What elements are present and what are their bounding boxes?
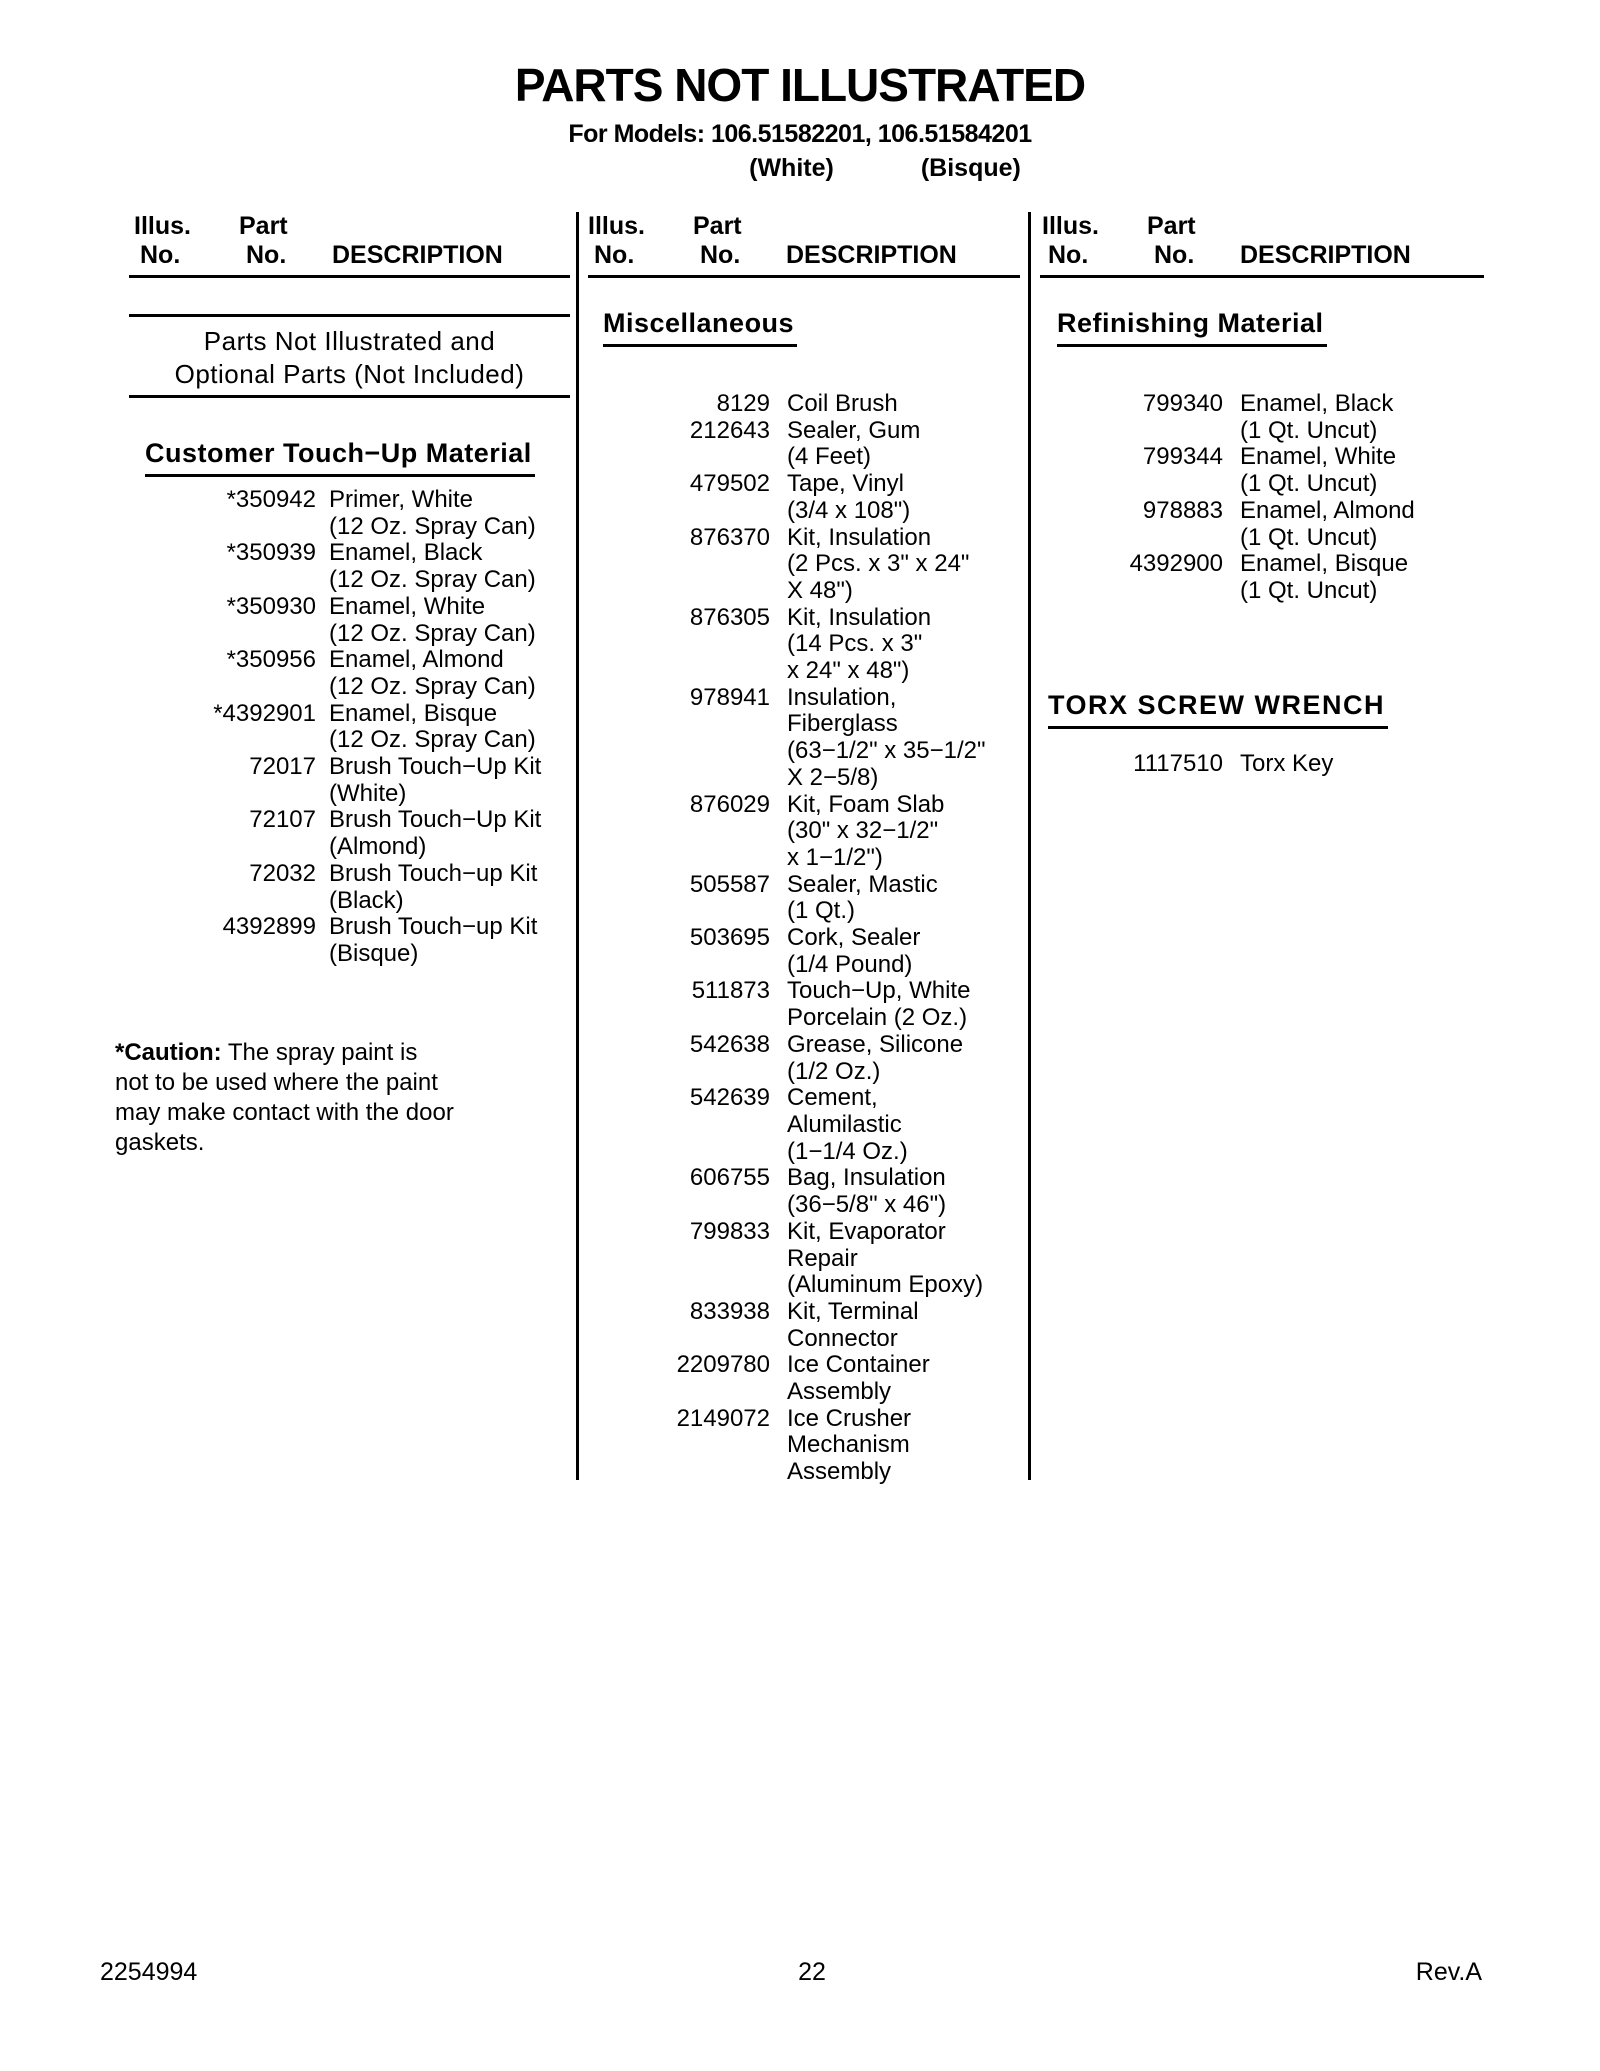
part-description	[787, 978, 1020, 1031]
part-number: 876370	[689, 523, 770, 551]
part-row	[588, 792, 1020, 872]
part-description-line: Ice Crusher	[787, 1404, 912, 1432]
part-description-line: Enamel, Almond	[1240, 496, 1415, 524]
section-heading-torx-screw-wrench: TORX SCREW WRENCH	[1048, 690, 1388, 729]
header-part-no: No.	[700, 241, 741, 269]
parts-list	[100, 487, 570, 968]
models-subtitle: For Models: 106.51582201, 106.51584201	[568, 120, 1032, 148]
header-description: DESCRIPTION	[786, 241, 957, 269]
part-description-line: (12 Oz. Spray Can)	[329, 566, 536, 594]
part-description-line: Assembly	[787, 1378, 892, 1406]
part-description	[1240, 444, 1484, 497]
part-description-line: Kit, Evaporator	[787, 1217, 946, 1245]
part-description-line: Porcelain (2 Oz.)	[787, 1004, 968, 1032]
part-row	[588, 1299, 1020, 1352]
part-description	[329, 754, 570, 807]
page-title: PARTS NOT ILLUSTRATED	[514, 59, 1086, 111]
column-divider	[576, 212, 579, 1480]
part-number: 1117510	[1133, 749, 1223, 777]
part-description-line: Brush Touch−Up Kit	[329, 806, 542, 834]
part-description	[1240, 751, 1484, 778]
part-row	[100, 594, 570, 647]
part-number: 479502	[689, 470, 770, 498]
part-description-line: Brush Touch−up Kit	[329, 859, 538, 887]
part-description-line: Kit, Insulation	[787, 603, 932, 631]
part-description-line: x 1−1/2")	[787, 843, 883, 871]
part-description	[787, 685, 1020, 792]
part-description-line: Enamel, Black	[329, 539, 483, 567]
part-description	[329, 914, 570, 967]
part-number: 72032	[249, 859, 316, 887]
part-description	[329, 647, 570, 700]
part-row	[100, 807, 570, 860]
part-description-line: x 24" x 48")	[787, 657, 910, 685]
header-illus-no: No.	[1048, 241, 1089, 269]
part-row	[100, 701, 570, 754]
section-heading-miscellaneous: Miscellaneous	[603, 308, 797, 347]
part-description	[329, 540, 570, 593]
part-row	[100, 540, 570, 593]
part-number: 833938	[689, 1297, 770, 1325]
part-description-line: Torx Key	[1240, 749, 1334, 777]
banner-line: Optional Parts (Not Included)	[174, 359, 525, 389]
header-part: Part	[1147, 212, 1196, 240]
part-description-line: Connector	[787, 1324, 898, 1352]
part-description-line: (White)	[329, 779, 407, 807]
part-description	[787, 1352, 1020, 1405]
part-description-line: Enamel, Bisque	[329, 699, 498, 727]
table-header	[588, 212, 1020, 278]
header-description: DESCRIPTION	[1240, 241, 1411, 269]
part-description-line: Ice Container	[787, 1351, 930, 1379]
part-description-line: (2 Pcs. x 3" x 24"	[787, 550, 970, 578]
part-row	[1040, 391, 1484, 444]
part-row	[588, 418, 1020, 471]
part-description	[787, 391, 1020, 418]
part-row	[100, 754, 570, 807]
part-row	[588, 685, 1020, 792]
header-illus: Illus.	[588, 212, 645, 240]
part-number: 2149072	[676, 1404, 770, 1432]
part-description-line: (1 Qt. Uncut)	[1240, 416, 1378, 444]
parts-list	[588, 391, 1020, 1486]
part-description-line: (1 Qt.)	[787, 897, 856, 925]
column-divider	[1028, 212, 1031, 1480]
part-description-line: Tape, Vinyl	[787, 470, 904, 498]
color-labels	[85, 154, 1600, 183]
column-touch-up	[100, 212, 570, 1158]
part-description-line: Cement,	[787, 1084, 878, 1112]
part-number: 799344	[1142, 443, 1223, 471]
part-row	[588, 872, 1020, 925]
part-description	[787, 872, 1020, 925]
part-number: 542639	[689, 1084, 770, 1112]
caution-line: not to be used where the paint	[115, 1068, 438, 1096]
footer	[0, 1958, 1600, 1990]
header-part: Part	[239, 212, 288, 240]
part-description-line: (Black)	[329, 886, 404, 914]
part-number: 505587	[689, 870, 770, 898]
part-number: 978941	[689, 683, 770, 711]
part-description-line: (1/4 Pound)	[787, 950, 913, 978]
part-description	[787, 1165, 1020, 1218]
part-row	[588, 1406, 1020, 1486]
part-row	[588, 1085, 1020, 1165]
part-row	[588, 1032, 1020, 1085]
caution-line: gaskets.	[115, 1128, 205, 1156]
part-number: 978883	[1142, 496, 1223, 524]
part-description-line: Cork, Sealer	[787, 924, 921, 952]
part-row	[588, 925, 1020, 978]
part-description-line: Repair	[787, 1244, 858, 1272]
part-description-line: Grease, Silicone	[787, 1030, 964, 1058]
part-description	[787, 1085, 1020, 1165]
part-number: *350956	[226, 646, 316, 674]
section-heading-customer-touch-up: Customer Touch−Up Material	[145, 438, 535, 477]
part-number: 542638	[689, 1030, 770, 1058]
part-description	[329, 807, 570, 860]
part-description-line: Assembly	[787, 1458, 892, 1486]
part-description-line: (4 Feet)	[787, 443, 872, 471]
part-description	[787, 1219, 1020, 1299]
part-description-line: Primer, White	[329, 486, 474, 513]
part-number: 503695	[689, 924, 770, 952]
part-description-line: (1 Qt. Uncut)	[1240, 523, 1378, 551]
part-description-line: Sealer, Mastic	[787, 870, 938, 898]
header-illus-no: No.	[140, 241, 181, 269]
section-heading-refinishing: Refinishing Material	[1057, 308, 1327, 347]
part-description-line: Touch−Up, White	[787, 977, 971, 1005]
part-description-line: Brush Touch−Up Kit	[329, 753, 542, 781]
part-description-line: Kit, Insulation	[787, 523, 932, 551]
part-description-line: Alumilastic	[787, 1110, 902, 1138]
part-number: 72107	[249, 806, 316, 834]
part-row	[588, 391, 1020, 418]
part-description-line: (3/4 x 108")	[787, 496, 911, 524]
table-header	[1040, 212, 1484, 278]
part-row	[1040, 498, 1484, 551]
part-description-line: (30" x 32−1/2"	[787, 817, 939, 845]
part-row	[100, 914, 570, 967]
part-row	[588, 605, 1020, 685]
part-description-line: (12 Oz. Spray Can)	[329, 726, 536, 754]
part-number: 511873	[691, 977, 770, 1005]
part-row	[100, 861, 570, 914]
color-label-white: (White)	[749, 154, 834, 182]
part-row	[588, 1165, 1020, 1218]
part-description-line: X 48")	[787, 576, 853, 604]
part-number: *350939	[226, 539, 316, 567]
column-miscellaneous	[588, 212, 1020, 1486]
part-number: 2209780	[676, 1351, 770, 1379]
part-description-line: Enamel, White	[1240, 443, 1397, 471]
part-number: 8129	[716, 390, 770, 417]
part-description-line: (12 Oz. Spray Can)	[329, 619, 536, 647]
part-number: 799833	[689, 1217, 770, 1245]
part-description	[1240, 391, 1484, 444]
part-number: 72017	[249, 753, 316, 781]
header-part: Part	[693, 212, 742, 240]
part-description	[329, 487, 570, 540]
part-description	[329, 701, 570, 754]
part-description	[1240, 498, 1484, 551]
column-refinishing	[1040, 212, 1484, 777]
part-row	[1040, 444, 1484, 497]
part-row	[100, 487, 570, 540]
header-description: DESCRIPTION	[332, 241, 503, 269]
footer-revision: Rev.A	[1415, 1958, 1482, 1986]
caution-line: may make contact with the door	[115, 1098, 454, 1126]
banner-line: Parts Not Illustrated and	[203, 326, 496, 356]
part-number: 876029	[689, 790, 770, 818]
part-description	[787, 525, 1020, 605]
part-number: 212643	[689, 416, 770, 444]
part-description-line: (12 Oz. Spray Can)	[329, 672, 536, 700]
part-description-line: Insulation,	[787, 683, 897, 711]
parts-list	[1040, 391, 1484, 605]
part-row	[588, 525, 1020, 605]
part-description-line: Enamel, Black	[1240, 390, 1394, 417]
part-description-line: (1/2 Oz.)	[787, 1057, 881, 1085]
part-description	[787, 925, 1020, 978]
part-description	[787, 605, 1020, 685]
header-part-no: No.	[246, 241, 287, 269]
caution-note	[115, 1038, 570, 1158]
part-number: 876305	[689, 603, 770, 631]
part-description-line: (Bisque)	[329, 939, 419, 967]
part-number: 799340	[1142, 390, 1223, 417]
part-description-line: Mechanism	[787, 1431, 910, 1459]
part-description	[787, 418, 1020, 471]
part-number: 4392900	[1129, 550, 1223, 578]
header-part-no: No.	[1154, 241, 1195, 269]
part-description	[787, 1299, 1020, 1352]
part-description-line: (12 Oz. Spray Can)	[329, 512, 536, 540]
part-description-line: (Almond)	[329, 833, 427, 861]
part-description-line: Sealer, Gum	[787, 416, 921, 444]
header-illus-no: No.	[594, 241, 635, 269]
part-row	[588, 978, 1020, 1031]
part-description-line: (1−1/4 Oz.)	[787, 1137, 908, 1165]
footer-doc-number: 2254994	[100, 1958, 198, 1986]
part-description-line: (1 Qt. Uncut)	[1240, 576, 1378, 604]
part-description-line: Enamel, Almond	[329, 646, 504, 674]
part-description	[787, 792, 1020, 872]
part-description-line: (14 Pcs. x 3"	[787, 630, 923, 658]
color-label-bisque: (Bisque)	[920, 154, 1021, 182]
part-number: *350942	[226, 486, 316, 513]
part-description-line: Kit, Terminal	[787, 1297, 919, 1325]
part-description-line: Brush Touch−up Kit	[329, 913, 538, 941]
caution-label: *Caution:	[115, 1038, 222, 1066]
part-description	[787, 1406, 1020, 1486]
banner-note	[129, 314, 570, 398]
part-row	[1040, 751, 1484, 778]
header-illus: Illus.	[134, 212, 191, 240]
part-description-line: (63−1/2" x 35−1/2"	[787, 737, 986, 765]
part-description	[329, 861, 570, 914]
part-description-line: Kit, Foam Slab	[787, 790, 945, 818]
part-number: 4392899	[222, 913, 316, 941]
part-description-line: (1 Qt. Uncut)	[1240, 470, 1378, 498]
part-row	[1040, 551, 1484, 604]
part-description-line: Coil Brush	[787, 390, 898, 417]
part-number: 606755	[689, 1164, 770, 1192]
part-description-line: (36−5/8" x 46")	[787, 1191, 947, 1219]
part-number: *350930	[226, 592, 316, 620]
part-description	[1240, 551, 1484, 604]
part-row	[588, 1219, 1020, 1299]
part-row	[588, 471, 1020, 524]
part-description	[329, 594, 570, 647]
part-description	[787, 1032, 1020, 1085]
part-row	[588, 1352, 1020, 1405]
header-illus: Illus.	[1042, 212, 1099, 240]
part-description-line: Bag, Insulation	[787, 1164, 946, 1192]
footer-page-number: 22	[798, 1958, 826, 1986]
part-row	[100, 647, 570, 700]
part-description-line: (Aluminum Epoxy)	[787, 1271, 984, 1299]
part-description-line: X 2−5/8)	[787, 763, 879, 791]
part-description-line: Enamel, Bisque	[1240, 550, 1409, 578]
part-description-line: Enamel, White	[329, 592, 486, 620]
parts-list	[1040, 751, 1484, 778]
table-header	[129, 212, 570, 278]
part-number: *4392901	[213, 699, 316, 727]
part-description	[787, 471, 1020, 524]
caution-line: *Caution: The spray paint is	[115, 1038, 418, 1066]
part-description-line: Fiberglass	[787, 710, 898, 738]
